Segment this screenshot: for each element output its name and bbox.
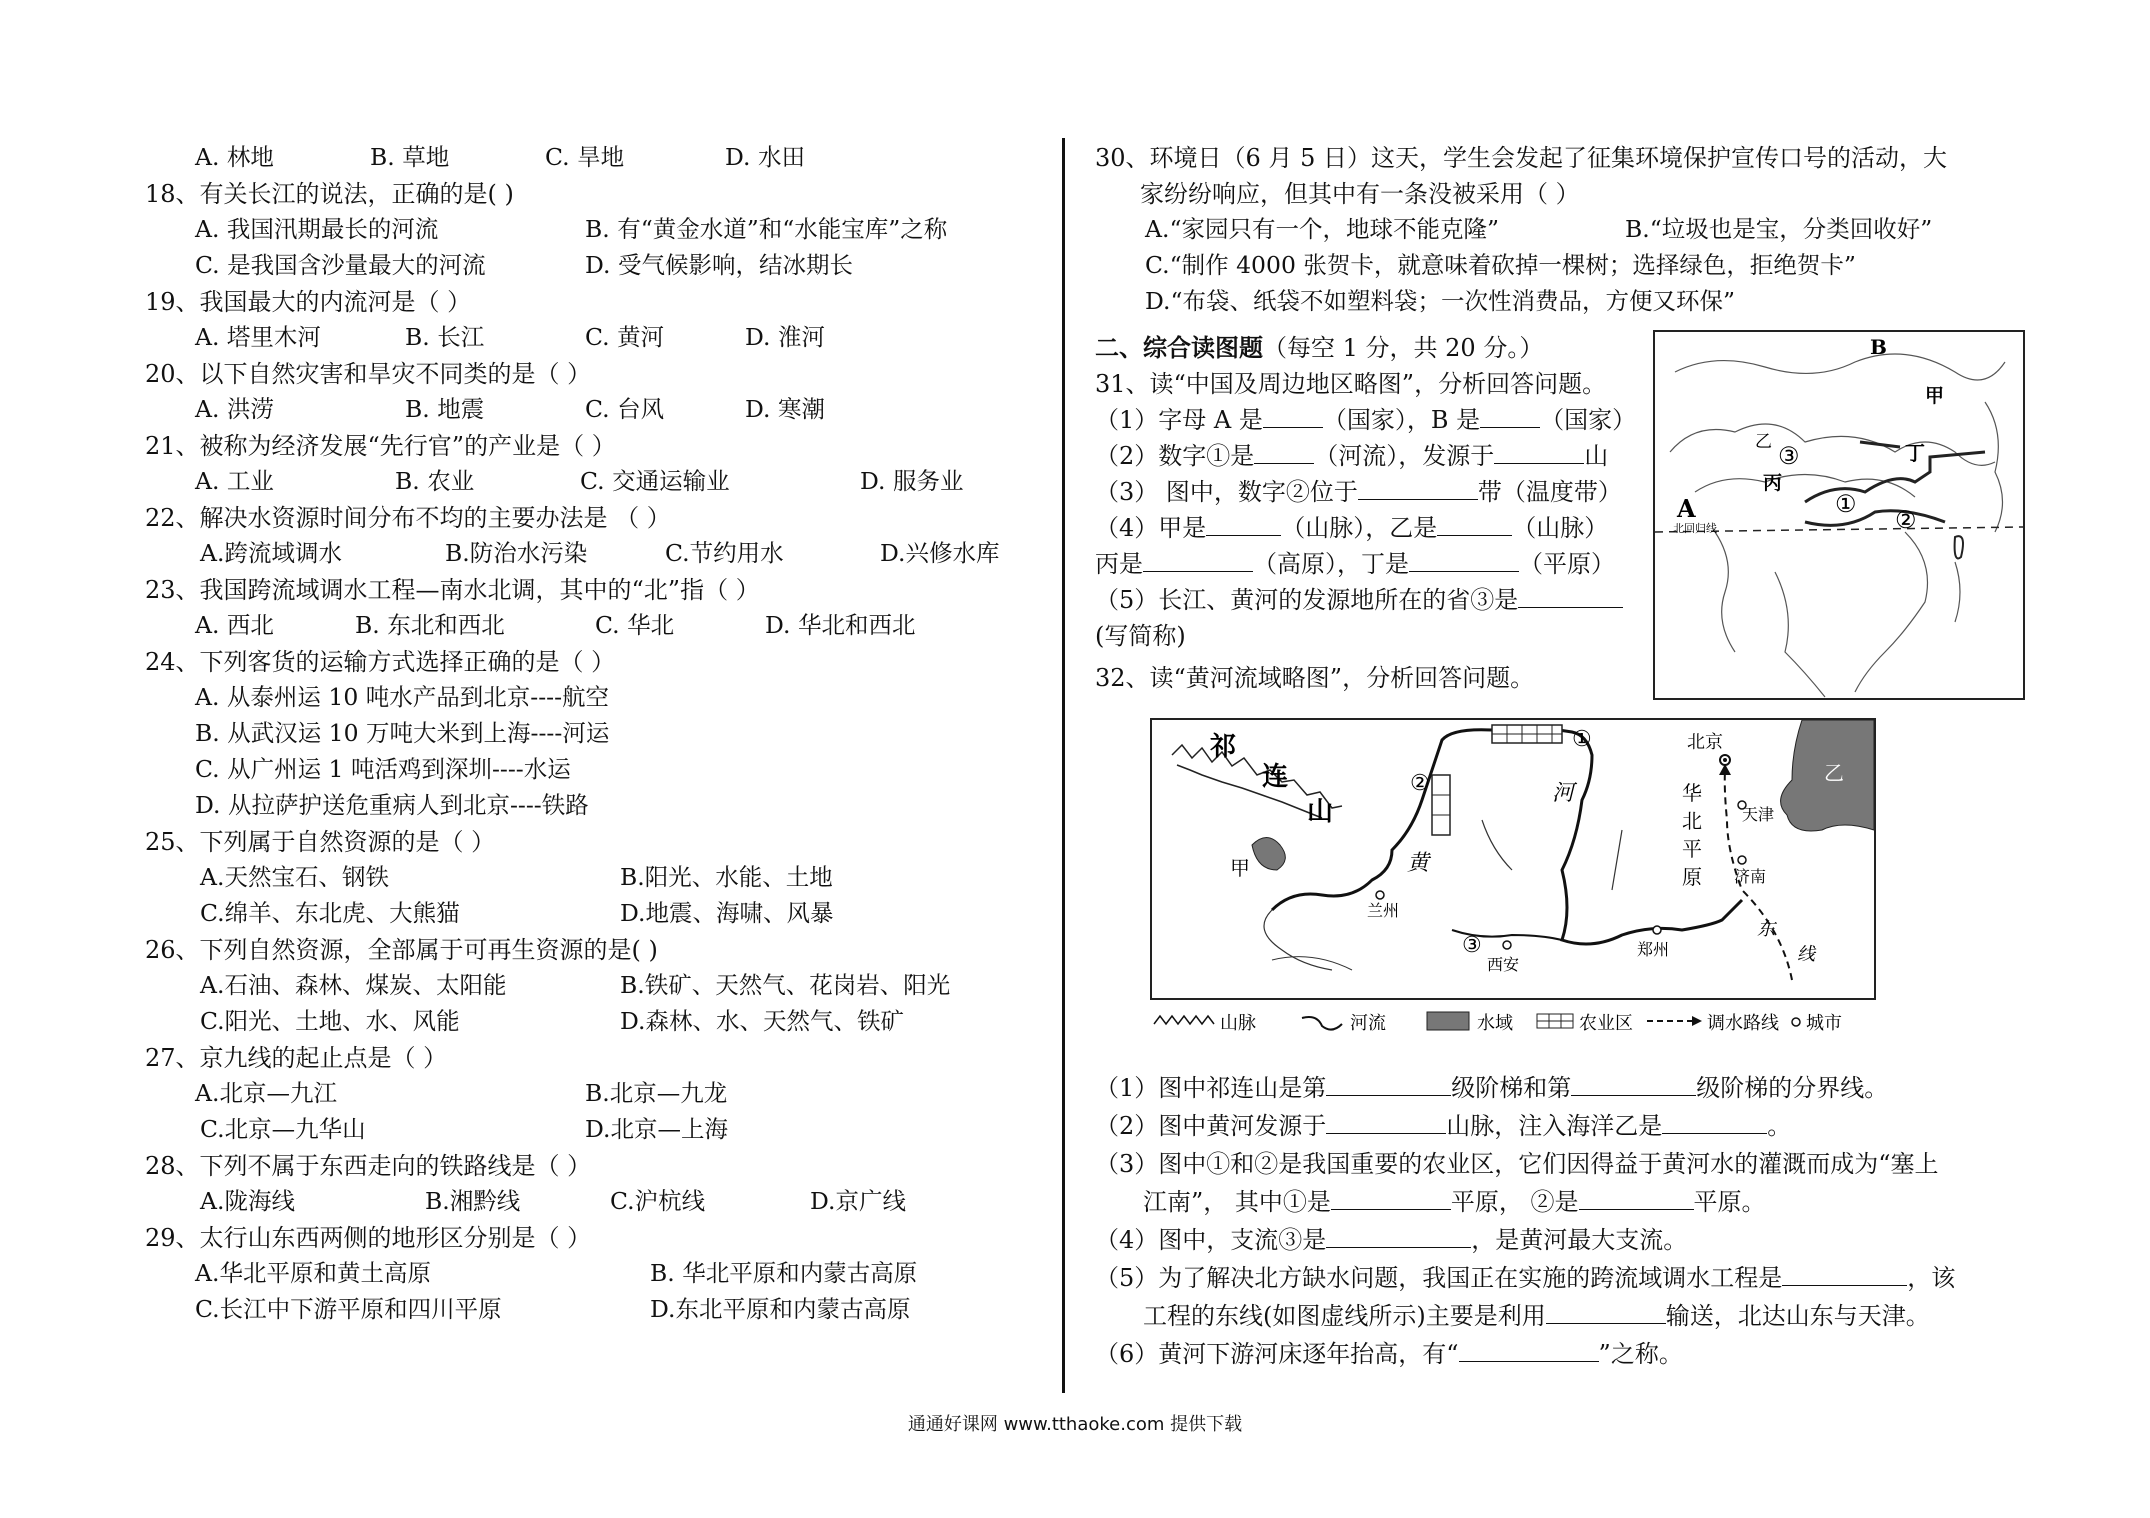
- q31-sub4-cont: [1095, 544, 1615, 579]
- map32-label-3: ③: [1462, 933, 1482, 958]
- q30-option-c: C.“制作 4000 张贺卡，就意味着砍掉一棵树；选择绿色，拒绝贺卡”: [1145, 251, 1856, 279]
- q31-blank-ding[interactable]: [1409, 549, 1519, 572]
- q31-blank-yi[interactable]: [1437, 513, 1512, 536]
- question-stem: 29、太行山东西两侧的地形区分别是（ ）: [145, 1224, 592, 1252]
- map32-label-lian: 连: [1262, 762, 1289, 792]
- answer-option: D.东北平原和内蒙古高原: [650, 1295, 911, 1323]
- q31-blank-zone[interactable]: [1358, 477, 1478, 500]
- q31-s1c: （国家）: [1540, 406, 1637, 434]
- q32-blank-nickname[interactable]: [1459, 1339, 1599, 1362]
- map32-label-bei: 北: [1682, 809, 1702, 833]
- map32-label-hua: 华: [1682, 781, 1702, 805]
- q31-s1b: （国家），B 是: [1322, 406, 1481, 434]
- legend-river-label: 河流: [1350, 1013, 1386, 1034]
- q32-s4a: （4）图中，支流③是: [1095, 1226, 1327, 1254]
- korea-japan: [1985, 402, 2003, 532]
- china-map-svg: [1655, 332, 2023, 698]
- map31-label-1: ①: [1835, 490, 1857, 518]
- q31-blank-source[interactable]: [1494, 441, 1584, 464]
- map32-label-xian2: 线: [1797, 944, 1815, 965]
- page-footer: 通通好课网 www.tthaoke.com 提供下载: [907, 1414, 1243, 1435]
- answer-option: B. 有“黄金水道”和“水能宝库”之称: [585, 215, 948, 243]
- answer-option: D.京广线: [810, 1187, 906, 1215]
- yellow-river-map-svg: [1152, 720, 1874, 998]
- q32-sub3: （3）图中①和②是我国重要的农业区，它们因得益于黄河水的灌溉而成为“塞上: [1095, 1150, 1939, 1178]
- q32-s2b: 山脉，注入海洋乙是: [1446, 1112, 1663, 1140]
- answer-option: C.节约用水: [665, 539, 784, 567]
- q32-blank-tributary[interactable]: [1326, 1225, 1471, 1248]
- river-1: [1805, 452, 1985, 502]
- answer-option: A. 塔里木河: [195, 323, 321, 351]
- china-outline-north: [1670, 424, 1995, 465]
- map32-label-jinan: 济南: [1734, 867, 1767, 886]
- q32-blank-step2[interactable]: [1571, 1073, 1696, 1096]
- q32-blank-plain2[interactable]: [1579, 1187, 1694, 1210]
- plateau-outline: [1695, 475, 1915, 498]
- answer-option: C. 华北: [595, 611, 675, 639]
- q31-blank-b[interactable]: [1480, 405, 1540, 428]
- map32-label-yuan: 原: [1682, 865, 1702, 889]
- q31-s4e: （高原），丁是: [1253, 550, 1409, 578]
- map32-label-ping: 平: [1682, 837, 1702, 861]
- section2-title: 二、综合读图题: [1095, 333, 1263, 362]
- answer-option: D. 从拉萨护送危重病人到北京----铁路: [195, 791, 589, 819]
- answer-option: C. 从广州运 1 吨活鸡到深圳----水运: [195, 755, 571, 783]
- map31-label-3: ③: [1778, 442, 1800, 470]
- map32-label-2: ②: [1410, 771, 1430, 796]
- q31-sub1: [1095, 400, 1636, 435]
- map31-label-jia: 甲: [1925, 385, 1945, 407]
- q31-sub5: [1095, 580, 1623, 615]
- q32-s5a: （5）为了解决北方缺水问题，我国正在实施的跨流域调水工程是: [1095, 1264, 1783, 1292]
- q32-blank-canal[interactable]: [1546, 1301, 1666, 1324]
- q31-sub2: [1095, 436, 1608, 471]
- answer-option: B. 华北平原和内蒙古高原: [650, 1259, 918, 1287]
- farm-area-2: [1432, 775, 1450, 835]
- map32-label-tianjin: 天津: [1742, 805, 1775, 824]
- taiwan-island: [1955, 536, 1963, 558]
- answer-option: C. 黄河: [585, 323, 665, 351]
- q32-blank-step1[interactable]: [1326, 1073, 1451, 1096]
- map32-label-huang: 黄: [1407, 851, 1430, 876]
- answer-option: C. 旱地: [545, 143, 625, 171]
- map31-label-2: ②: [1895, 506, 1917, 534]
- answer-option: B. 长江: [405, 323, 485, 351]
- answer-option: A. 西北: [195, 611, 274, 639]
- q31-stem: 31、读“中国及周边地区略图”，分析回答问题。: [1095, 370, 1607, 398]
- answer-option: B.湘黔线: [425, 1187, 521, 1215]
- q31-blank-a[interactable]: [1263, 405, 1323, 428]
- q31-sub3: [1095, 472, 1622, 507]
- map32-label-zhengzhou: 郑州: [1637, 940, 1670, 959]
- india-outline: [1715, 532, 1735, 652]
- northern-border: [1675, 354, 2005, 380]
- fen-tributary: [1482, 820, 1512, 870]
- yellow-river-main: [1272, 728, 1742, 944]
- q31-s4a: （4）甲是: [1095, 514, 1207, 542]
- answer-option: D.森林、水、天然气、铁矿: [620, 1007, 904, 1035]
- coast-southeast: [1855, 532, 1928, 692]
- q31-s4f: （平原）: [1519, 550, 1615, 578]
- answer-option: D.北京—上海: [585, 1115, 728, 1143]
- taiwan-region: [1955, 562, 1960, 622]
- china-sketch-map: [1653, 330, 2025, 700]
- question-stem: 18、有关长江的说法，正确的是( ): [145, 180, 514, 208]
- q32-sub4: [1095, 1220, 1687, 1255]
- answer-option: C.阳光、土地、水、风能: [200, 1007, 460, 1035]
- q32-s5c: 工程的东线(如图虚线所示)主要是利用: [1143, 1302, 1546, 1330]
- q30-stem-line1: 30、环境日（6 月 5 日）这天，学生会发起了征集环境保护宣传口号的活动，大: [1095, 144, 1947, 172]
- answer-option: B. 农业: [395, 467, 475, 495]
- answer-option: A.石油、森林、煤炭、太阳能: [200, 971, 507, 999]
- answer-option: C.绵羊、东北虎、大熊猫: [200, 899, 460, 927]
- map31-label-b: B: [1870, 335, 1887, 359]
- answer-option: C.沪杭线: [610, 1187, 706, 1215]
- q31-s1a: （1）字母 A 是: [1095, 406, 1263, 434]
- legend-city-icon: [1792, 1018, 1800, 1026]
- q32-blank-project[interactable]: [1782, 1263, 1907, 1286]
- river-2: [1805, 511, 1945, 526]
- question-stem: 24、下列客货的运输方式选择正确的是（ ）: [145, 648, 616, 676]
- column-divider: [1062, 138, 1065, 1393]
- legend-water-icon: [1427, 1012, 1469, 1030]
- map32-label-xian: 西安: [1487, 955, 1520, 974]
- section2-note: （每空 1 分，共 20 分。）: [1263, 334, 1544, 362]
- river-3: [1860, 442, 1900, 447]
- question-stem: 26、下列自然资源，全部属于可再生资源的是( ): [145, 936, 658, 964]
- answer-option: A.北京—九江: [195, 1079, 337, 1107]
- map32-label-beijing: 北京: [1687, 732, 1723, 753]
- q32-s2a: （2）图中黄河发源于: [1095, 1112, 1327, 1140]
- answer-option: C. 交通运输业: [580, 467, 730, 495]
- q32-s5d: 输送，北达山东与天津。: [1665, 1302, 1930, 1330]
- q32-s1b: 级阶梯和第: [1451, 1074, 1572, 1102]
- q32-sub5-cont: [1143, 1296, 1930, 1331]
- legend-mountain-icon: [1154, 1016, 1214, 1024]
- answer-option: A.陇海线: [200, 1187, 295, 1215]
- q32-blank-mountain[interactable]: [1326, 1111, 1446, 1134]
- question-stem: 27、京九线的起止点是（ ）: [145, 1044, 448, 1072]
- question-stem: 21、被称为经济发展“先行官”的产业是（ ）: [145, 432, 616, 460]
- map31-label-bing: 丙: [1763, 472, 1783, 494]
- answer-option: B.防治水污染: [445, 539, 588, 567]
- q32-sub2: [1095, 1106, 1791, 1141]
- legend-water-label: 水域: [1477, 1013, 1513, 1034]
- question-stem: 23、我国跨流域调水工程—南水北调，其中的“北”指（ ）: [145, 576, 760, 604]
- legend-route-label: 调水路线: [1707, 1013, 1779, 1034]
- indochina-outline: [1775, 572, 1825, 697]
- q32-sub6: [1095, 1334, 1683, 1369]
- answer-option: C. 台风: [585, 395, 665, 423]
- q32-blank-plain1[interactable]: [1331, 1187, 1451, 1210]
- answer-option: A. 林地: [195, 143, 274, 171]
- answer-option: A.华北平原和黄土高原: [195, 1259, 431, 1287]
- answer-option: D. 受气候影响，结冰期长: [585, 251, 853, 279]
- q31-s2c: 山: [1584, 442, 1609, 470]
- answer-option: D. 水田: [725, 143, 805, 171]
- map32-label-1: ①: [1572, 727, 1592, 752]
- answer-option: B.阳光、水能、土地: [620, 863, 833, 891]
- q31-s3a: （3） 图中，数字②位于: [1095, 478, 1358, 506]
- q31-blank-province[interactable]: [1518, 585, 1623, 608]
- answer-option: B.北京—九龙: [585, 1079, 728, 1107]
- legend-river-icon: [1302, 1017, 1342, 1030]
- answer-option: D.兴修水库: [880, 539, 1000, 567]
- q31-blank-river[interactable]: [1254, 441, 1314, 464]
- answer-option: B. 东北和西北: [355, 611, 505, 639]
- answer-option: D.地震、海啸、风暴: [620, 899, 834, 927]
- q32-blank-sea[interactable]: [1662, 1111, 1767, 1134]
- upper-tributary: [1264, 910, 1332, 970]
- q30-option-a: A.“家园只有一个，地球不能克隆”: [1145, 215, 1499, 243]
- city-lanzhou: [1376, 891, 1384, 899]
- answer-option: D. 华北和西北: [765, 611, 916, 639]
- answer-option: D. 寒潮: [745, 395, 825, 423]
- answer-option: A. 我国汛期最长的河流: [195, 215, 439, 243]
- map31-label-ding: 丁: [1905, 441, 1925, 465]
- map31-label-a: A: [1677, 494, 1696, 523]
- q32-s2c: 。: [1767, 1112, 1792, 1140]
- q32-s6a: （6）黄河下游河床逐年抬高，有“: [1095, 1340, 1459, 1368]
- southwest-tributary: [1272, 957, 1352, 970]
- legend-farm-label: 农业区: [1579, 1013, 1633, 1034]
- map31-label-yi: 乙: [1755, 432, 1772, 452]
- q32-s1a: （1）图中祁连山是第: [1095, 1074, 1327, 1102]
- city-xian: [1503, 941, 1511, 949]
- map31-label-tropic: 北回归线: [1673, 522, 1717, 535]
- answer-option: A.跨流域调水: [200, 539, 342, 567]
- map32-label-shan: 山: [1307, 797, 1334, 827]
- map32-label-dong: 东: [1757, 919, 1775, 940]
- map32-label-qi: 祁: [1210, 732, 1237, 762]
- q32-s3d: 平原。: [1693, 1188, 1766, 1216]
- q32-sub5: [1095, 1258, 1955, 1293]
- question-stem: 22、解决水资源时间分布不均的主要办法是 （ ）: [145, 504, 671, 532]
- map32-label-yi: 乙: [1824, 761, 1844, 785]
- answer-option: A.天然宝石、钢铁: [200, 863, 389, 891]
- question-stem: 25、下列属于自然资源的是（ ）: [145, 828, 496, 856]
- q30-stem-line2: 家纷纷响应，但其中有一条没被采用（ ）: [1140, 180, 1580, 208]
- answer-option: B. 地震: [405, 395, 485, 423]
- answer-option: B. 从武汉运 10 万吨大米到上海----河运: [195, 719, 610, 747]
- q31-s5a: （5）长江、黄河的发源地所在的省③是: [1095, 586, 1519, 614]
- east-route-arrow: [1719, 764, 1731, 775]
- q31-s4b: （山脉），乙是: [1281, 514, 1438, 542]
- answer-option: B.铁矿、天然气、花岗岩、阳光: [620, 971, 951, 999]
- map32-label-lanzhou: 兰州: [1367, 901, 1400, 920]
- q31-blank-jia[interactable]: [1206, 513, 1281, 536]
- answer-option: B. 草地: [370, 143, 450, 171]
- answer-option: D. 服务业: [860, 467, 964, 495]
- answer-option: A. 从泰州运 10 吨水产品到北京----航空: [195, 683, 610, 711]
- question-stem: 20、以下自然灾害和旱灾不同类的是（ ）: [145, 360, 592, 388]
- q32-stem: 32、读“黄河流域略图”，分析回答问题。: [1095, 664, 1535, 692]
- q31-s2b: （河流），发源于: [1314, 442, 1495, 470]
- q32-sub3-cont: [1143, 1182, 1766, 1217]
- q32-s3c: 平原， ②是: [1450, 1188, 1579, 1216]
- yellow-river-map: [1150, 718, 1876, 1000]
- q32-s4b: ，是黄河最大支流。: [1471, 1226, 1688, 1254]
- answer-option: A. 工业: [195, 467, 274, 495]
- q31-s4d: 丙是: [1095, 550, 1143, 578]
- city-jinan: [1738, 856, 1746, 864]
- city-zhengzhou: [1653, 926, 1661, 934]
- answer-option: C.北京—九华山: [200, 1115, 366, 1143]
- question-stem: 19、我国最大的内流河是（ ）: [145, 288, 472, 316]
- question-stem: 28、下列不属于东西走向的铁路线是（ ）: [145, 1152, 592, 1180]
- q30-option-b: B.“垃圾也是宝，分类回收好”: [1625, 215, 1933, 243]
- answer-option: A. 洪涝: [195, 395, 274, 423]
- q31-blank-bing[interactable]: [1143, 549, 1253, 572]
- section2-heading: [1095, 328, 1543, 363]
- q30-option-d: D.“布袋、纸袋不如塑料袋；一次性消费品，方便又环保”: [1145, 287, 1736, 315]
- answer-option: C.长江中下游平原和四川平原: [195, 1295, 502, 1323]
- q31-s3b: 带（温度带）: [1477, 478, 1622, 506]
- luo-tributary: [1612, 830, 1622, 890]
- q31-sub4: [1095, 508, 1608, 543]
- q31-s4c: （山脉）: [1512, 514, 1609, 542]
- qinghai-lake: [1252, 838, 1285, 871]
- q32-s5b: ，该: [1907, 1264, 1956, 1292]
- legend-mountain-label: 山脉: [1220, 1013, 1256, 1034]
- legend-city-label: 城市: [1806, 1013, 1842, 1034]
- q32-s1c: 级阶梯的分界线。: [1696, 1074, 1889, 1102]
- q32-s3b: 江南”， 其中①是: [1143, 1188, 1331, 1216]
- map32-label-jia: 甲: [1230, 856, 1250, 880]
- map32-legend: [1152, 1006, 1872, 1036]
- q32-sub1: [1095, 1068, 1888, 1103]
- q31-s2a: （2）数字①是: [1095, 442, 1255, 470]
- answer-option: C. 是我国含沙量最大的河流: [195, 251, 486, 279]
- answer-option: D. 淮河: [745, 323, 825, 351]
- q32-s6b: ”之称。: [1598, 1340, 1683, 1368]
- q31-sub5-note: (写简称): [1095, 622, 1186, 650]
- map32-label-he: 河: [1552, 781, 1575, 806]
